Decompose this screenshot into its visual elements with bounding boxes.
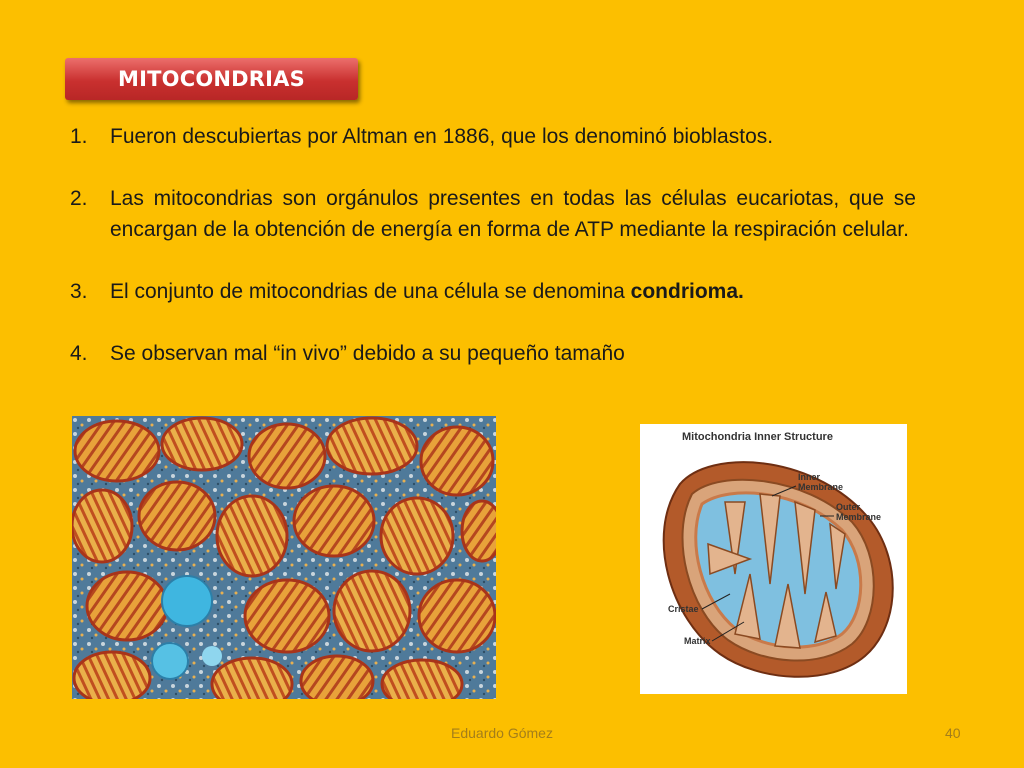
list-item-number: 4. <box>70 342 88 365</box>
label-matrix: Matrix <box>684 636 711 646</box>
list-item-text <box>110 276 916 307</box>
term-condrioma: condrioma. <box>630 280 744 303</box>
content-list <box>70 121 916 369</box>
slide-title: MITOCONDRIAS <box>118 67 305 91</box>
footer-page-number: 40 <box>945 725 961 741</box>
label-outer-membrane-1: Outer <box>836 502 861 512</box>
list-item-text: Se observan mal “in vivo” debido a su pequeño tamaño <box>110 342 625 365</box>
label-cristae: Cristae <box>668 604 699 614</box>
list-item-number: 1. <box>70 125 88 148</box>
list-item <box>70 338 916 369</box>
list-item-number: 3. <box>70 280 88 303</box>
slide-title-box <box>65 58 358 100</box>
label-outer-membrane-2: Membrane <box>836 512 882 522</box>
list-item-text: Fueron descubiertas por Altman en 1886, que los denominó bioblastos. <box>110 125 774 148</box>
list-item <box>70 276 916 307</box>
mitochondria-diagram <box>640 424 907 694</box>
label-inner-membrane-1: Inner <box>798 472 821 482</box>
list-item <box>70 183 916 245</box>
list-item-text-plain: El conjunto de mitocondrias de una célula se denomina <box>110 280 631 303</box>
label-inner-membrane-2: Membrane <box>798 482 844 492</box>
micrograph-image <box>72 416 496 699</box>
diagram-title: Mitochondria Inner Structure <box>682 431 833 443</box>
footer-author: Eduardo Gómez <box>451 725 553 741</box>
list-item-number: 2. <box>70 187 88 210</box>
micrograph-drawing <box>72 416 496 699</box>
list-item <box>70 121 916 152</box>
mitochondria-diagram-drawing <box>640 424 907 694</box>
list-item-text: Las mitocondrias son orgánulos presentes en todas las células eucariotas, que se encargan de la obtención de energía en forma de ATP mediante la respiración celular. <box>110 187 916 241</box>
